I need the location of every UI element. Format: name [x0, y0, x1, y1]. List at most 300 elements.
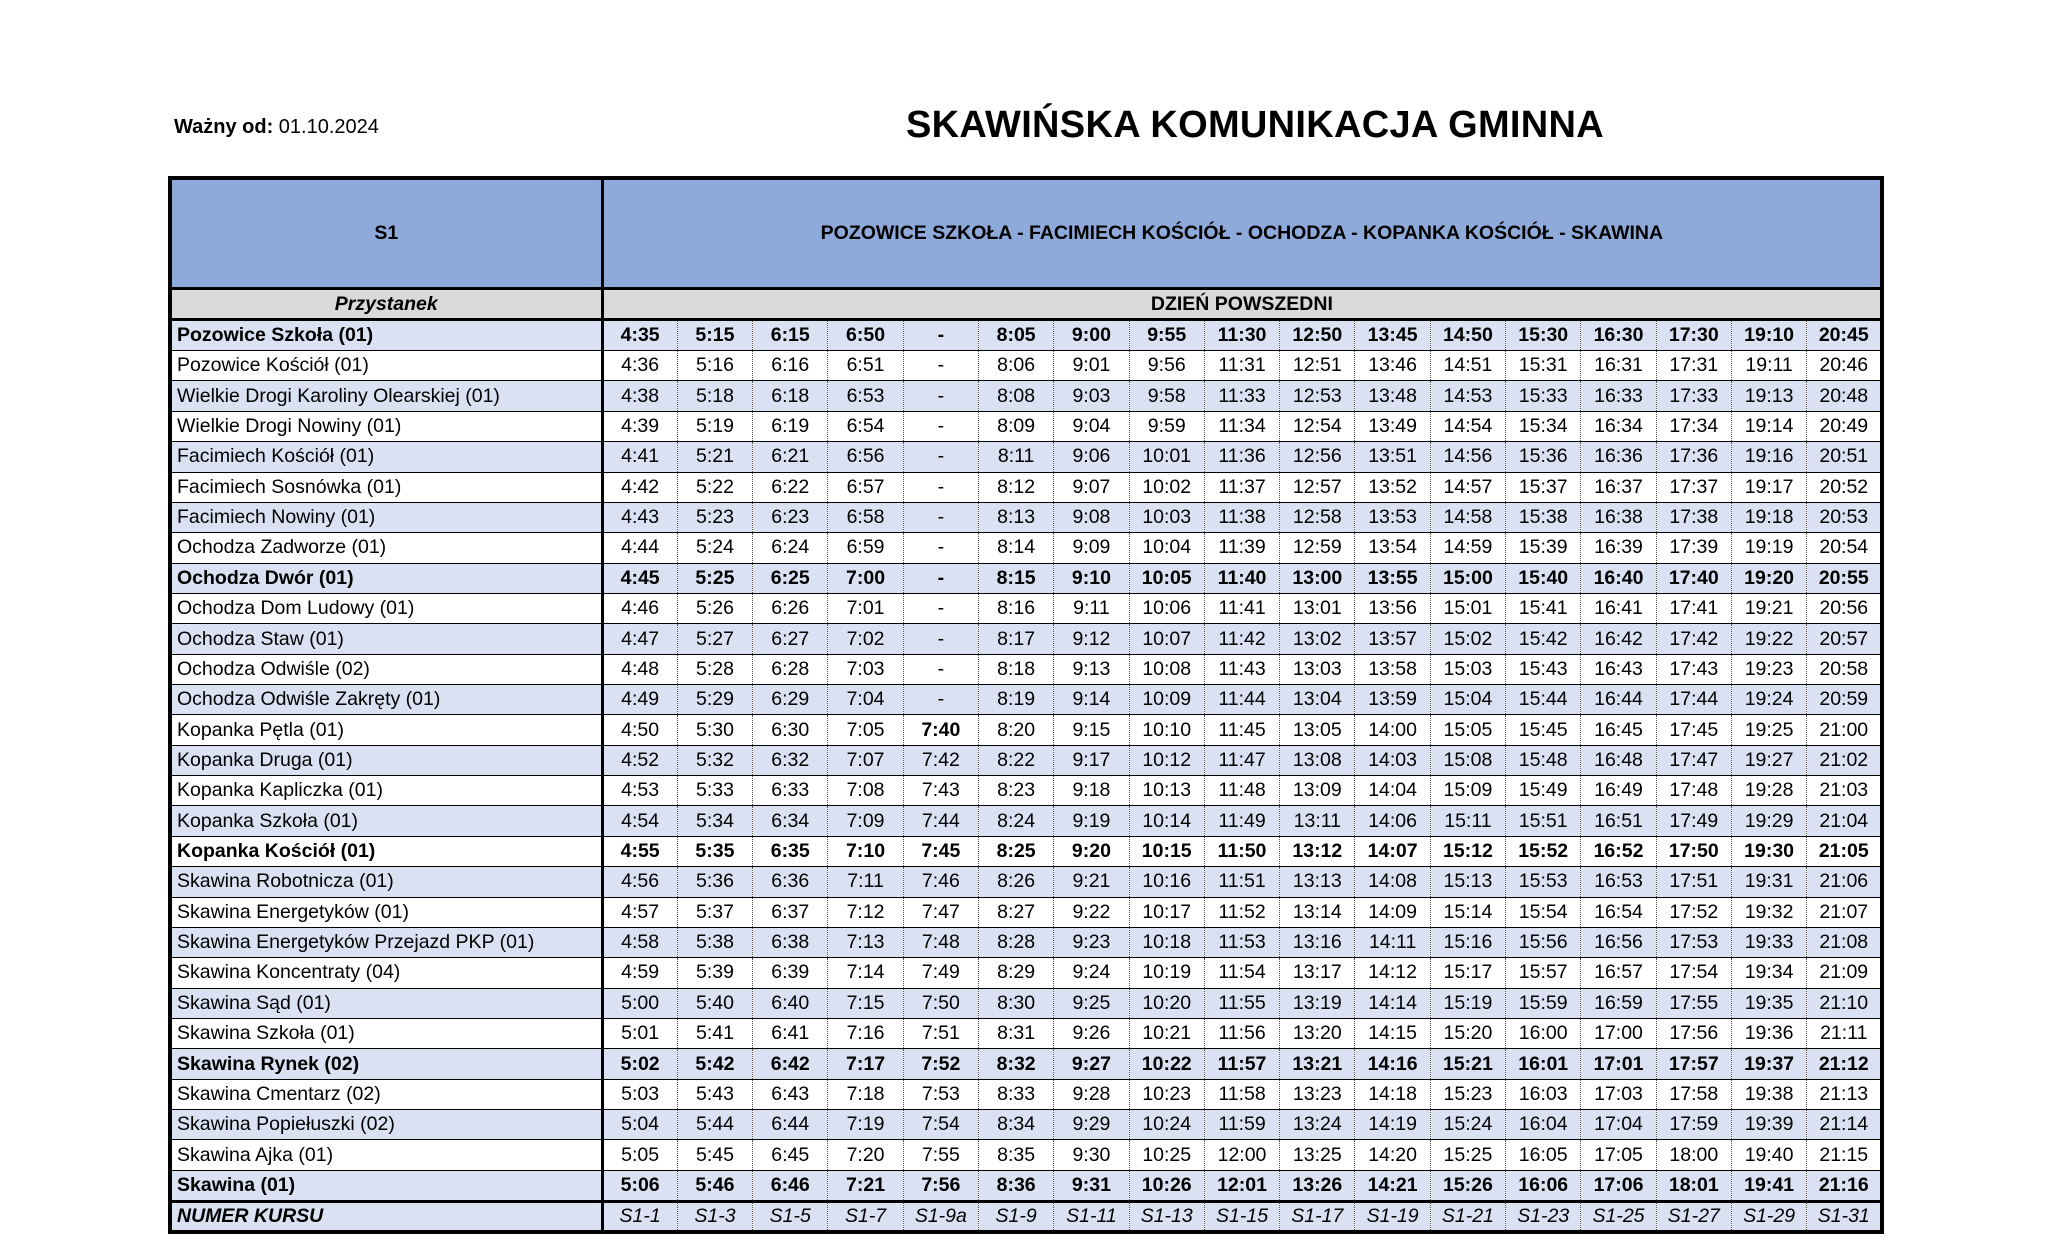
- departure-time: 14:53: [1430, 381, 1505, 411]
- departure-time: 10:04: [1129, 533, 1204, 563]
- departure-time: 10:07: [1129, 624, 1204, 654]
- departure-time: 20:46: [1807, 351, 1883, 381]
- departure-time: 10:05: [1129, 563, 1204, 593]
- departure-time: 6:26: [753, 593, 828, 623]
- departure-time: -: [903, 381, 978, 411]
- departure-time: 15:20: [1430, 1019, 1505, 1049]
- departure-time: 13:23: [1280, 1079, 1355, 1109]
- departure-time: 4:44: [602, 533, 677, 563]
- departure-time: 14:19: [1355, 1110, 1430, 1140]
- departure-time: 11:57: [1204, 1049, 1279, 1079]
- departure-time: 8:05: [978, 319, 1053, 350]
- table-row: [170, 806, 1882, 836]
- departure-time: 10:26: [1129, 1170, 1204, 1201]
- departure-time: 9:24: [1054, 958, 1129, 988]
- departure-time: 16:48: [1581, 745, 1656, 775]
- day-type-header: DZIEŃ POWSZEDNI: [602, 289, 1882, 319]
- departure-time: 7:42: [903, 745, 978, 775]
- table-row: [170, 745, 1882, 775]
- departure-time: 6:51: [828, 351, 903, 381]
- departure-time: 17:31: [1656, 351, 1731, 381]
- departure-time: 7:10: [828, 836, 903, 866]
- departure-time: 6:27: [753, 624, 828, 654]
- departure-time: 11:45: [1204, 715, 1279, 745]
- departure-time: 7:15: [828, 988, 903, 1018]
- stop-name: Skawina Ajka (01): [170, 1140, 602, 1170]
- departure-time: 17:30: [1656, 319, 1731, 350]
- departure-time: 17:34: [1656, 411, 1731, 441]
- departure-time: 13:13: [1280, 867, 1355, 897]
- departure-time: 7:45: [903, 836, 978, 866]
- departure-time: 14:09: [1355, 897, 1430, 927]
- departure-time: 6:30: [753, 715, 828, 745]
- departure-time: 15:43: [1506, 654, 1581, 684]
- departure-time: 11:54: [1204, 958, 1279, 988]
- table-row: [170, 593, 1882, 623]
- departure-time: 7:20: [828, 1140, 903, 1170]
- departure-time: 10:19: [1129, 958, 1204, 988]
- departure-time: 8:24: [978, 806, 1053, 836]
- departure-time: 11:38: [1204, 502, 1279, 532]
- departure-time: 5:24: [677, 533, 752, 563]
- departure-time: 13:54: [1355, 533, 1430, 563]
- valid-from-label: Ważny od:: [174, 116, 274, 138]
- departure-time: 9:26: [1054, 1019, 1129, 1049]
- stop-name: Skawina Sąd (01): [170, 988, 602, 1018]
- departure-time: 14:04: [1355, 776, 1430, 806]
- departure-time: 15:44: [1506, 685, 1581, 715]
- departure-time: -: [903, 442, 978, 472]
- timetable: [168, 176, 1884, 1234]
- departure-time: 8:19: [978, 685, 1053, 715]
- departure-time: 12:57: [1280, 472, 1355, 502]
- departure-time: 10:08: [1129, 654, 1204, 684]
- departure-time: 15:08: [1430, 745, 1505, 775]
- departure-time: 8:26: [978, 867, 1053, 897]
- departure-time: 16:05: [1506, 1140, 1581, 1170]
- departure-time: 5:02: [602, 1049, 677, 1079]
- departure-time: 4:48: [602, 654, 677, 684]
- departure-time: 15:49: [1506, 776, 1581, 806]
- departure-time: 13:53: [1355, 502, 1430, 532]
- departure-time: 17:05: [1581, 1140, 1656, 1170]
- departure-time: 5:33: [677, 776, 752, 806]
- table-row: [170, 563, 1882, 593]
- departure-time: 17:58: [1656, 1079, 1731, 1109]
- departure-time: -: [903, 411, 978, 441]
- departure-time: 15:17: [1430, 958, 1505, 988]
- line-number: S1: [170, 178, 602, 289]
- stop-name: Wielkie Drogi Karoliny Olearskiej (01): [170, 381, 602, 411]
- table-row: [170, 1170, 1882, 1201]
- departure-time: 15:54: [1506, 897, 1581, 927]
- departure-time: 13:05: [1280, 715, 1355, 745]
- stop-name: Wielkie Drogi Nowiny (01): [170, 411, 602, 441]
- departure-time: 8:13: [978, 502, 1053, 532]
- departure-time: 19:24: [1731, 685, 1806, 715]
- departure-time: 15:26: [1430, 1170, 1505, 1201]
- departure-time: 4:36: [602, 351, 677, 381]
- departure-time: 15:36: [1506, 442, 1581, 472]
- departure-time: 7:53: [903, 1079, 978, 1109]
- departure-time: 8:09: [978, 411, 1053, 441]
- departure-time: 17:00: [1581, 1019, 1656, 1049]
- departure-time: 19:36: [1731, 1019, 1806, 1049]
- stop-name: Ochodza Dom Ludowy (01): [170, 593, 602, 623]
- departure-time: 15:34: [1506, 411, 1581, 441]
- departure-time: 19:18: [1731, 502, 1806, 532]
- departure-time: 13:04: [1280, 685, 1355, 715]
- departure-time: 6:57: [828, 472, 903, 502]
- departure-time: 11:30: [1204, 319, 1279, 350]
- departure-time: 16:36: [1581, 442, 1656, 472]
- departure-time: 14:15: [1355, 1019, 1430, 1049]
- departure-time: 15:16: [1430, 927, 1505, 957]
- course-number: S1-25: [1581, 1202, 1656, 1232]
- departure-time: 7:47: [903, 897, 978, 927]
- departure-time: 8:27: [978, 897, 1053, 927]
- table-row: [170, 927, 1882, 957]
- departure-time: 8:11: [978, 442, 1053, 472]
- departure-time: -: [903, 472, 978, 502]
- departure-time: 16:41: [1581, 593, 1656, 623]
- table-row: [170, 533, 1882, 563]
- departure-time: 15:39: [1506, 533, 1581, 563]
- departure-time: 4:50: [602, 715, 677, 745]
- departure-time: 19:14: [1731, 411, 1806, 441]
- departure-time: 4:59: [602, 958, 677, 988]
- departure-time: 7:50: [903, 988, 978, 1018]
- departure-time: 17:41: [1656, 593, 1731, 623]
- departure-time: 6:45: [753, 1140, 828, 1170]
- departure-time: 13:19: [1280, 988, 1355, 1018]
- departure-time: 9:28: [1054, 1079, 1129, 1109]
- departure-time: 19:17: [1731, 472, 1806, 502]
- table-row: [170, 776, 1882, 806]
- departure-time: 19:33: [1731, 927, 1806, 957]
- departure-time: 7:12: [828, 897, 903, 927]
- departure-time: 7:03: [828, 654, 903, 684]
- departure-time: 8:12: [978, 472, 1053, 502]
- departure-time: 12:54: [1280, 411, 1355, 441]
- departure-time: 6:28: [753, 654, 828, 684]
- line-header-row: [170, 178, 1882, 289]
- departure-time: 12:59: [1280, 533, 1355, 563]
- departure-time: 9:20: [1054, 836, 1129, 866]
- departure-time: 13:21: [1280, 1049, 1355, 1079]
- departure-time: 9:22: [1054, 897, 1129, 927]
- stop-name: Kopanka Szkoła (01): [170, 806, 602, 836]
- departure-time: 7:49: [903, 958, 978, 988]
- departure-time: 6:56: [828, 442, 903, 472]
- departure-time: -: [903, 624, 978, 654]
- departure-time: 14:16: [1355, 1049, 1430, 1079]
- departure-time: 8:33: [978, 1079, 1053, 1109]
- departure-time: 16:53: [1581, 867, 1656, 897]
- departure-time: 13:02: [1280, 624, 1355, 654]
- table-row: [170, 715, 1882, 745]
- departure-time: 9:00: [1054, 319, 1129, 350]
- departure-time: 4:53: [602, 776, 677, 806]
- course-number: S1-19: [1355, 1202, 1430, 1232]
- departure-time: 4:39: [602, 411, 677, 441]
- departure-time: 21:08: [1807, 927, 1883, 957]
- departure-time: 7:00: [828, 563, 903, 593]
- departure-time: 19:37: [1731, 1049, 1806, 1079]
- stop-name: Skawina Energetyków (01): [170, 897, 602, 927]
- departure-time: 13:58: [1355, 654, 1430, 684]
- departure-time: 16:51: [1581, 806, 1656, 836]
- departure-time: 4:42: [602, 472, 677, 502]
- departure-time: 6:19: [753, 411, 828, 441]
- departure-time: 14:07: [1355, 836, 1430, 866]
- departure-time: 15:53: [1506, 867, 1581, 897]
- departure-time: 6:46: [753, 1170, 828, 1201]
- departure-time: 10:21: [1129, 1019, 1204, 1049]
- departure-time: 8:14: [978, 533, 1053, 563]
- departure-time: 8:30: [978, 988, 1053, 1018]
- departure-time: 13:46: [1355, 351, 1430, 381]
- departure-time: 6:58: [828, 502, 903, 532]
- departure-time: 15:05: [1430, 715, 1505, 745]
- departure-time: 6:44: [753, 1110, 828, 1140]
- stop-column-header: Przystanek: [170, 289, 602, 319]
- departure-time: 17:59: [1656, 1110, 1731, 1140]
- departure-time: 6:54: [828, 411, 903, 441]
- stop-name: Skawina Cmentarz (02): [170, 1079, 602, 1109]
- departure-time: 5:46: [677, 1170, 752, 1201]
- departure-time: 13:09: [1280, 776, 1355, 806]
- departure-time: 13:25: [1280, 1140, 1355, 1170]
- departure-time: 19:35: [1731, 988, 1806, 1018]
- departure-time: 5:35: [677, 836, 752, 866]
- departure-time: 19:25: [1731, 715, 1806, 745]
- departure-time: 20:45: [1807, 319, 1883, 350]
- table-row: [170, 624, 1882, 654]
- departure-time: 5:06: [602, 1170, 677, 1201]
- departure-time: 15:09: [1430, 776, 1505, 806]
- departure-time: 17:39: [1656, 533, 1731, 563]
- departure-time: 13:14: [1280, 897, 1355, 927]
- departure-time: 15:31: [1506, 351, 1581, 381]
- departure-time: 4:35: [602, 319, 677, 350]
- departure-time: 5:21: [677, 442, 752, 472]
- departure-time: 8:35: [978, 1140, 1053, 1170]
- departure-time: 10:12: [1129, 745, 1204, 775]
- departure-time: 8:28: [978, 927, 1053, 957]
- departure-time: 13:45: [1355, 319, 1430, 350]
- departure-time: 13:00: [1280, 563, 1355, 593]
- departure-time: 7:14: [828, 958, 903, 988]
- departure-time: 7:51: [903, 1019, 978, 1049]
- departure-time: 6:41: [753, 1019, 828, 1049]
- table-row: [170, 988, 1882, 1018]
- stop-name: Skawina Koncentraty (04): [170, 958, 602, 988]
- departure-time: 16:06: [1506, 1170, 1581, 1201]
- departure-time: 9:27: [1054, 1049, 1129, 1079]
- departure-time: 20:48: [1807, 381, 1883, 411]
- course-number: S1-11: [1054, 1202, 1129, 1232]
- departure-time: 19:23: [1731, 654, 1806, 684]
- departure-time: 19:11: [1731, 351, 1806, 381]
- departure-time: 5:04: [602, 1110, 677, 1140]
- departure-time: 15:12: [1430, 836, 1505, 866]
- table-row: [170, 897, 1882, 927]
- departure-time: 10:23: [1129, 1079, 1204, 1109]
- departure-time: 17:47: [1656, 745, 1731, 775]
- departure-time: 8:29: [978, 958, 1053, 988]
- departure-time: 17:45: [1656, 715, 1731, 745]
- departure-time: 11:55: [1204, 988, 1279, 1018]
- departure-time: 14:54: [1430, 411, 1505, 441]
- stop-name: Ochodza Dwór (01): [170, 563, 602, 593]
- departure-time: 8:20: [978, 715, 1053, 745]
- course-number: S1-1: [602, 1202, 677, 1232]
- departure-time: 17:51: [1656, 867, 1731, 897]
- departure-time: 19:27: [1731, 745, 1806, 775]
- departure-time: 9:17: [1054, 745, 1129, 775]
- departure-time: 6:25: [753, 563, 828, 593]
- departure-time: 16:59: [1581, 988, 1656, 1018]
- departure-time: 8:22: [978, 745, 1053, 775]
- departure-time: 10:09: [1129, 685, 1204, 715]
- departure-time: 5:15: [677, 319, 752, 350]
- departure-time: -: [903, 502, 978, 532]
- departure-time: 13:03: [1280, 654, 1355, 684]
- departure-time: 21:12: [1807, 1049, 1883, 1079]
- departure-time: 5:43: [677, 1079, 752, 1109]
- departure-time: 7:56: [903, 1170, 978, 1201]
- stop-name: Facimiech Kościół (01): [170, 442, 602, 472]
- departure-time: 4:52: [602, 745, 677, 775]
- departure-time: 4:49: [602, 685, 677, 715]
- course-number: S1-5: [753, 1202, 828, 1232]
- departure-time: 5:34: [677, 806, 752, 836]
- departure-time: 9:18: [1054, 776, 1129, 806]
- departure-time: 16:40: [1581, 563, 1656, 593]
- departure-time: 15:11: [1430, 806, 1505, 836]
- departure-time: 7:17: [828, 1049, 903, 1079]
- departure-time: 7:09: [828, 806, 903, 836]
- departure-time: 15:19: [1430, 988, 1505, 1018]
- departure-time: 7:04: [828, 685, 903, 715]
- departure-time: 14:51: [1430, 351, 1505, 381]
- departure-time: 5:40: [677, 988, 752, 1018]
- departure-time: 7:43: [903, 776, 978, 806]
- departure-time: 21:02: [1807, 745, 1883, 775]
- departure-time: 15:51: [1506, 806, 1581, 836]
- departure-time: 13:11: [1280, 806, 1355, 836]
- departure-time: 7:05: [828, 715, 903, 745]
- departure-time: 16:31: [1581, 351, 1656, 381]
- departure-time: 5:44: [677, 1110, 752, 1140]
- departure-time: 6:21: [753, 442, 828, 472]
- departure-time: 15:57: [1506, 958, 1581, 988]
- departure-time: 19:13: [1731, 381, 1806, 411]
- departure-time: 5:16: [677, 351, 752, 381]
- departure-time: 11:43: [1204, 654, 1279, 684]
- departure-time: -: [903, 533, 978, 563]
- table-row: [170, 1110, 1882, 1140]
- departure-time: 6:53: [828, 381, 903, 411]
- departure-time: 17:49: [1656, 806, 1731, 836]
- departure-time: 7:01: [828, 593, 903, 623]
- departure-time: 15:30: [1506, 319, 1581, 350]
- departure-time: -: [903, 351, 978, 381]
- departure-time: 16:33: [1581, 381, 1656, 411]
- departure-time: 9:21: [1054, 867, 1129, 897]
- departure-time: 10:13: [1129, 776, 1204, 806]
- departure-time: 5:41: [677, 1019, 752, 1049]
- departure-time: 16:30: [1581, 319, 1656, 350]
- departure-time: 19:16: [1731, 442, 1806, 472]
- departure-time: 11:31: [1204, 351, 1279, 381]
- departure-time: 13:26: [1280, 1170, 1355, 1201]
- departure-time: -: [903, 593, 978, 623]
- departure-time: 20:54: [1807, 533, 1883, 563]
- departure-time: 10:25: [1129, 1140, 1204, 1170]
- departure-time: 5:32: [677, 745, 752, 775]
- departure-time: 6:50: [828, 319, 903, 350]
- departure-time: 6:29: [753, 685, 828, 715]
- course-number: S1-31: [1807, 1202, 1883, 1232]
- departure-time: 13:20: [1280, 1019, 1355, 1049]
- departure-time: 10:06: [1129, 593, 1204, 623]
- departure-time: 16:49: [1581, 776, 1656, 806]
- departure-time: 16:03: [1506, 1079, 1581, 1109]
- stop-name: Kopanka Kapliczka (01): [170, 776, 602, 806]
- departure-time: 15:48: [1506, 745, 1581, 775]
- departure-time: 9:11: [1054, 593, 1129, 623]
- departure-time: 10:16: [1129, 867, 1204, 897]
- departure-time: 16:54: [1581, 897, 1656, 927]
- departure-time: 16:44: [1581, 685, 1656, 715]
- departure-time: 14:12: [1355, 958, 1430, 988]
- stop-name: Skawina (01): [170, 1170, 602, 1201]
- departure-time: 20:49: [1807, 411, 1883, 441]
- departure-time: 7:19: [828, 1110, 903, 1140]
- departure-time: 15:02: [1430, 624, 1505, 654]
- departure-time: 13:49: [1355, 411, 1430, 441]
- departure-time: 9:03: [1054, 381, 1129, 411]
- departure-time: 8:25: [978, 836, 1053, 866]
- departure-time: 20:56: [1807, 593, 1883, 623]
- departure-time: 17:43: [1656, 654, 1731, 684]
- course-number: S1-15: [1204, 1202, 1279, 1232]
- departure-time: 14:21: [1355, 1170, 1430, 1201]
- departure-time: 10:03: [1129, 502, 1204, 532]
- course-number: S1-13: [1129, 1202, 1204, 1232]
- departure-time: 15:56: [1506, 927, 1581, 957]
- departure-time: 5:23: [677, 502, 752, 532]
- course-number: S1-9: [978, 1202, 1053, 1232]
- departure-time: 6:33: [753, 776, 828, 806]
- departure-time: 11:59: [1204, 1110, 1279, 1140]
- departure-time: 15:14: [1430, 897, 1505, 927]
- departure-time: 7:18: [828, 1079, 903, 1109]
- departure-time: 11:44: [1204, 685, 1279, 715]
- departure-time: 5:39: [677, 958, 752, 988]
- table-row: [170, 958, 1882, 988]
- departure-time: 10:15: [1129, 836, 1204, 866]
- departure-time: 11:34: [1204, 411, 1279, 441]
- departure-time: 12:51: [1280, 351, 1355, 381]
- departure-time: 7:52: [903, 1049, 978, 1079]
- course-number-label: NUMER KURSU: [170, 1202, 602, 1232]
- departure-time: 6:24: [753, 533, 828, 563]
- departure-time: 21:13: [1807, 1079, 1883, 1109]
- departure-time: 19:39: [1731, 1110, 1806, 1140]
